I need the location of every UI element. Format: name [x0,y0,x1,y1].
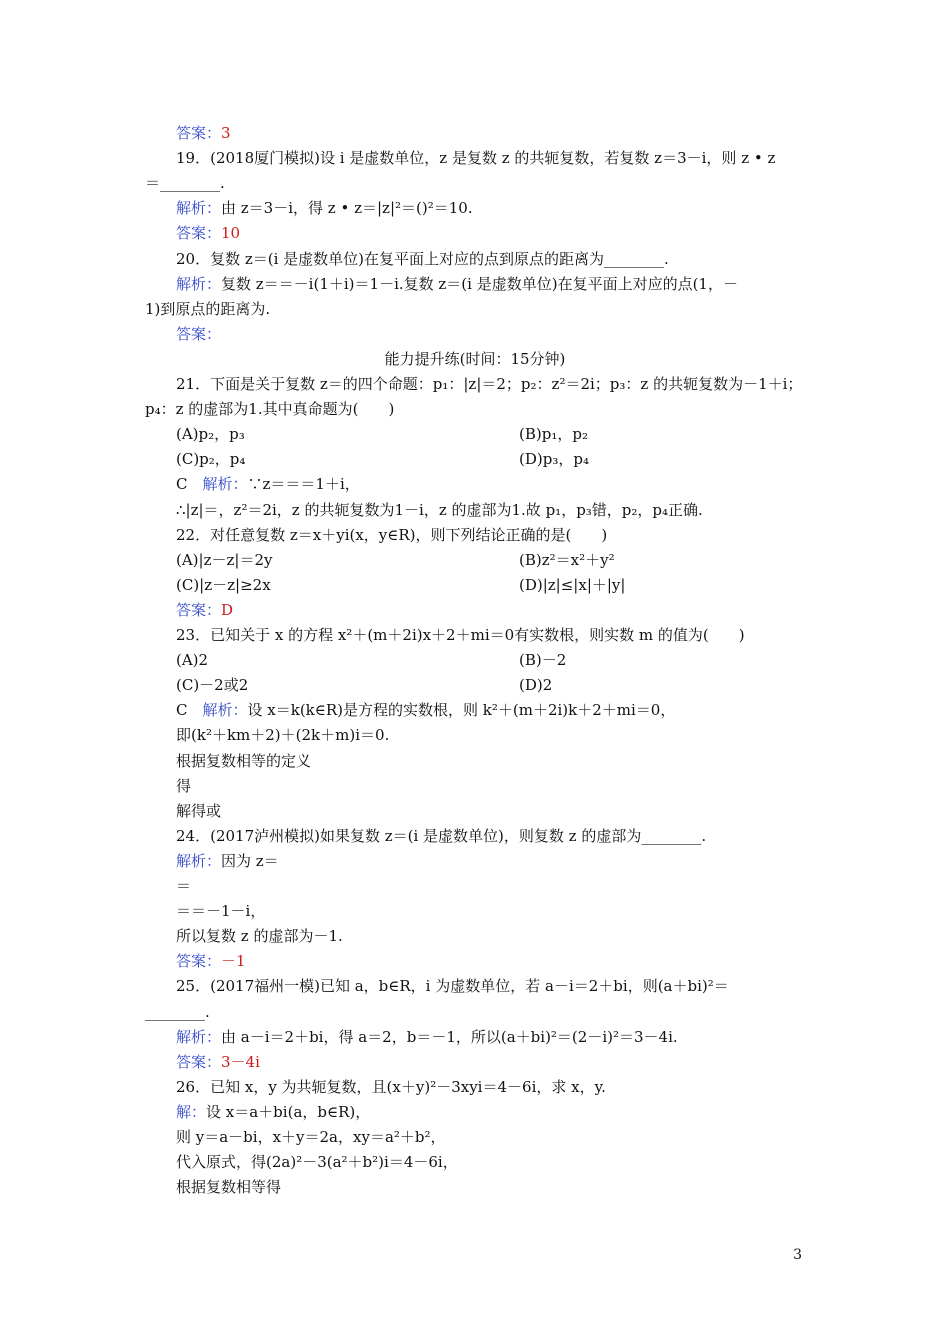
line-text: 设 x＝k(k∈R)是方程的实数根，则 k²＋(m＋2i)k＋2＋mi＝0， [247,701,676,719]
label-prefix: 解析： [176,852,222,870]
label-prefix: 解析： [176,199,222,217]
text-line [176,198,473,218]
text-line [176,1177,281,1197]
line-text: 所以复数 z 的虚部为－1. [176,927,343,945]
line-text: 20．复数 z＝(i 是虚数单位)在复平面上对应的点到原点的距离为________. [176,250,669,268]
line-text: 代入原式，得(2a)²－3(a²＋b²)i＝4－6i， [176,1153,458,1171]
text-line [176,851,279,871]
text-line [176,1027,678,1047]
line-text: D [221,601,234,619]
line-text: 25．(2017福州一模)已知 a，b∈R，i 为虚数单位，若 a－i＝2＋bi，则(a＋bi)²＝ [176,977,729,995]
page-number: 3 [793,1247,802,1263]
line-text: (C)－2或2 [176,676,249,694]
label-prefix: 解： [176,1103,207,1121]
line-text: 得 [176,777,192,795]
line-text: 26．已知 x，y 为共轭复数，且(x＋y)²－3xyi＝4－6i，求 x，y. [176,1078,606,1096]
line-text: 1)到原点的距离为. [145,300,271,318]
option-right: (D)2 [519,676,553,694]
text-line [176,474,360,494]
label-prefix: 解析： [202,475,248,493]
text-line [176,725,389,745]
line-text: 由 a－i＝2＋bi，得 a＝2，b＝－1，所以(a＋bi)²＝(2－i)²＝3－4i. [221,1028,678,1046]
text-line [176,324,221,344]
line-text: 设 x＝a＋bi(a，b∈R)， [206,1103,371,1121]
line-text: 23．已知关于 x 的方程 x²＋(m＋2i)x＋2＋mi＝0有实数根，则实数 m 的值为( ) [176,626,745,644]
text-line [176,675,248,695]
text-line [176,625,745,645]
text-line [176,976,729,996]
line-text: 3－4i [221,1053,260,1071]
text-line [145,1002,210,1022]
text-line [176,123,231,143]
label-prefix: 答案： [176,952,222,970]
text-line [0,349,950,369]
line-text: (C)|z－z|≥2x [176,576,271,594]
line-text: ＝＝－1－i， [176,902,266,920]
line-text: 3 [221,124,231,142]
text-line [176,951,246,971]
line-text: C [176,701,203,719]
text-line [176,148,775,168]
text-line [176,550,272,570]
line-text: 复数 z＝＝－i(1＋i)＝1－i.复数 z＝(i 是虚数单位)在复平面上对应的点(1，－ [221,275,738,293]
text-line [176,1102,370,1122]
text-line [176,500,703,520]
text-line [176,876,191,896]
text-line [145,173,225,193]
text-line [176,223,240,243]
text-line [176,801,221,821]
line-text: (C)p₂，p₄ [176,450,246,468]
text-line [176,424,245,444]
text-line [176,776,191,796]
text-line [176,1052,260,1072]
line-text: 21．下面是关于复数 z＝的四个命题：p₁：|z|＝2；p₂：z²＝2i；p₃：z 的共轭复数为－1＋i； [176,375,803,393]
line-text: 22．对任意复数 z＝x＋yi(x，y∈R)，则下列结论正确的是( ) [176,526,608,544]
line-text: (A)|z－z|＝2y [176,551,273,569]
label-prefix: 解析： [202,701,248,719]
line-text: ＝ [176,877,192,895]
line-text: 能力提升练(时间：15分钟) [384,350,566,368]
text-line [176,826,706,846]
text-line [145,299,270,319]
label-prefix: 答案： [176,224,222,242]
line-text: 由 z＝3－i，得 z • z＝|z|²＝()²＝10. [221,199,473,217]
option-right: (B)z²＝x²＋y² [519,551,615,569]
option-right: (D)p₃，p₄ [519,450,589,468]
line-text: 即(k²＋km＋2)＋(2k＋m)i＝0. [176,726,390,744]
text-line [176,700,675,720]
line-text: p₄：z 的虚部为1.其中真命题为( ) [145,400,395,418]
line-text: ________. [145,1003,210,1021]
text-line [176,449,245,469]
line-text: 19．(2018厦门模拟)设 i 是虚数单位，z 是复数 z 的共轭复数，若复数 z＝3－i，则 z • z [176,149,776,167]
line-text: 因为 z＝ [221,852,279,870]
text-line [176,249,669,269]
text-line [176,525,607,545]
option-right: (B)－2 [519,651,567,669]
text-line [176,575,271,595]
option-right: (B)p₁，p₂ [519,425,588,443]
line-text: ∵z＝＝＝1＋i， [247,475,360,493]
line-text: C [176,475,203,493]
label-prefix: 解析： [176,1028,222,1046]
line-text: (A)2 [176,651,209,669]
line-text: 解得或 [176,802,222,820]
line-text: ＝________. [145,174,225,192]
text-line [176,1127,446,1147]
label-prefix: 答案： [176,325,222,343]
text-line [176,926,343,946]
text-line [145,399,394,419]
text-line [176,274,738,294]
option-right: (D)|z|≤|x|＋|y| [519,576,626,594]
line-text: 10 [221,224,241,242]
line-text: 则 y＝a－bi，x＋y＝2a，xy＝a²＋b²， [176,1128,446,1146]
label-prefix: 答案： [176,1053,222,1071]
text-line [176,1152,458,1172]
label-prefix: 答案： [176,124,222,142]
text-line [176,374,802,394]
line-text: ∴|z|＝，z²＝2i，z 的共轭复数为1－i，z 的虚部为1.故 p₁，p₃错，p₂，p₄正确. [176,501,703,519]
line-text: 24．(2017泸州模拟)如果复数 z＝(i 是虚数单位)，则复数 z 的虚部为________. [176,827,707,845]
line-text: 根据复数相等得 [176,1178,282,1196]
text-line [176,1077,606,1097]
text-line [176,901,265,921]
line-text: 根据复数相等的定义 [176,752,312,770]
text-line [176,650,208,670]
label-prefix: 解析： [176,275,222,293]
label-prefix: 答案： [176,601,222,619]
line-text: －1 [221,952,246,970]
line-text: (A)p₂，p₃ [176,425,245,443]
text-line [176,600,233,620]
text-line [176,751,311,771]
